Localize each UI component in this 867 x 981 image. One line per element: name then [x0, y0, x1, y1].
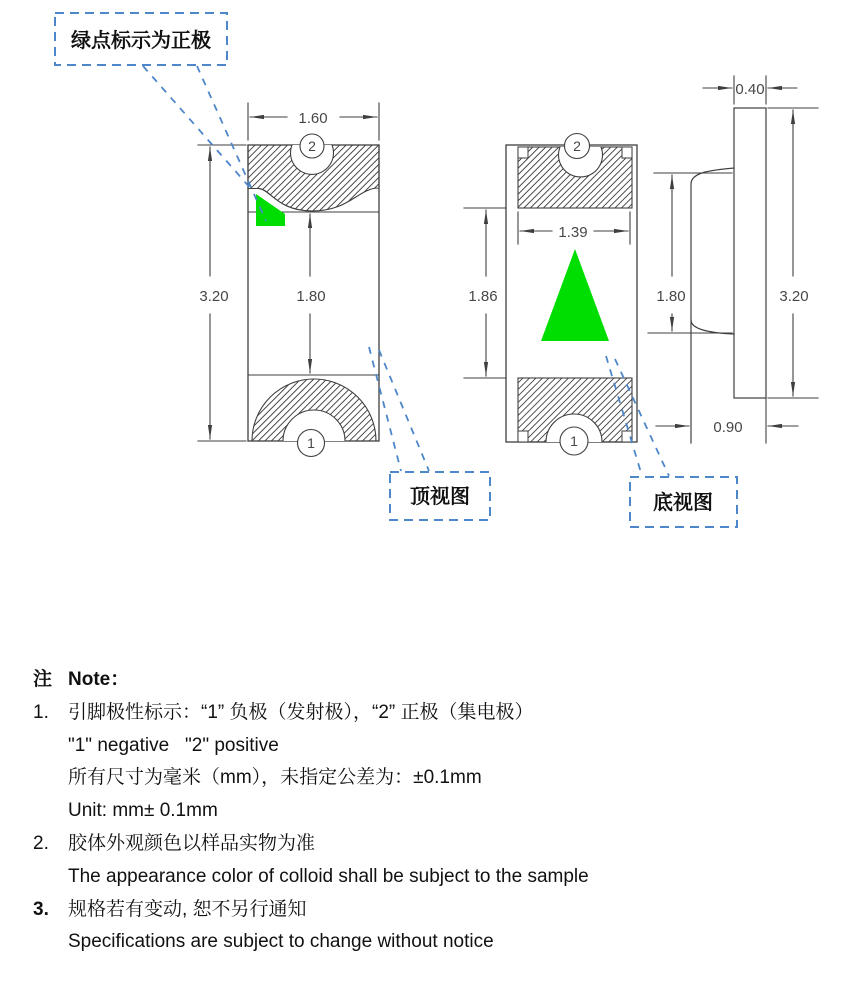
dim-top-inner-value: 1.80 [296, 288, 326, 305]
pad1-corner-notch-left [518, 431, 528, 442]
note-text: Unit: mm± 0.1mm [68, 800, 218, 822]
note-line [33, 926, 843, 959]
side-view-lead [691, 168, 734, 443]
side-view-lead-bend [691, 320, 734, 334]
dim-side-height [768, 108, 818, 398]
top-view-pin1-number: 1 [307, 435, 315, 451]
bottom-view-callout-label: 底视图 [653, 492, 713, 514]
dim-pad-gap-value: 1.86 [468, 288, 498, 305]
note-text: "1" negative "2" positive [68, 734, 279, 756]
note-line [33, 828, 843, 861]
top-view-callout-label: 顶视图 [410, 486, 470, 508]
note-line [33, 697, 843, 730]
dim-side-height-value: 3.20 [779, 288, 809, 305]
polarity-leader-line-2 [197, 66, 266, 221]
note-text: 胶体外观颜色以样品实物为准 [68, 832, 316, 854]
top-view-pin2-number: 2 [308, 138, 316, 154]
note-text: The appearance color of colloid shall be subject to the sample [68, 865, 589, 887]
dim-lead-span [648, 173, 732, 333]
note-text: 规格若有变动, 恕不另行通知 [68, 898, 307, 920]
notes-section [33, 664, 843, 959]
note-text: 引脚极性标示：“1” 负极（发射极），“2” 正极（集电极） [68, 701, 534, 723]
note-text: Specifications are subject to change without notice [68, 931, 494, 953]
note-text: 所有尺寸为毫米（mm），未指定公差为：±0.1mm [68, 767, 482, 789]
dim-top-height-value: 3.20 [199, 288, 229, 305]
note-marker: 1. [33, 701, 49, 723]
side-view-drawing [648, 76, 818, 443]
notes-heading-zh: 注 [33, 669, 53, 690]
note-line [33, 730, 843, 763]
pad2-corner-notch-left [518, 147, 528, 158]
note-line [33, 861, 843, 894]
note-line [33, 762, 843, 795]
dim-lead-span-value: 1.80 [656, 288, 686, 305]
top-view-drawing [198, 103, 379, 457]
note-line [33, 795, 843, 828]
note-line [33, 894, 843, 927]
dim-top-width-value: 1.60 [298, 110, 328, 127]
notes-heading-en: Note： [68, 669, 130, 690]
top-view-leader-line-2 [379, 350, 429, 471]
polarity-callout-label: 绿点标示为正极 [71, 30, 211, 52]
pad2-corner-notch-right [622, 147, 632, 158]
side-view-body [734, 108, 766, 398]
note-marker: 2. [33, 832, 49, 854]
notes-heading [33, 664, 843, 697]
dim-thickness-value: 0.40 [735, 81, 765, 98]
dim-foot-value: 0.90 [713, 419, 743, 436]
bottom-view-pin1-number: 1 [570, 433, 578, 449]
note-marker: 3. [33, 898, 49, 920]
bottom-view-drawing [464, 134, 637, 456]
bottom-view-pin2-number: 2 [573, 138, 581, 154]
dim-pad-width-value: 1.39 [558, 224, 588, 241]
polarity-leader-line-1 [143, 66, 252, 190]
